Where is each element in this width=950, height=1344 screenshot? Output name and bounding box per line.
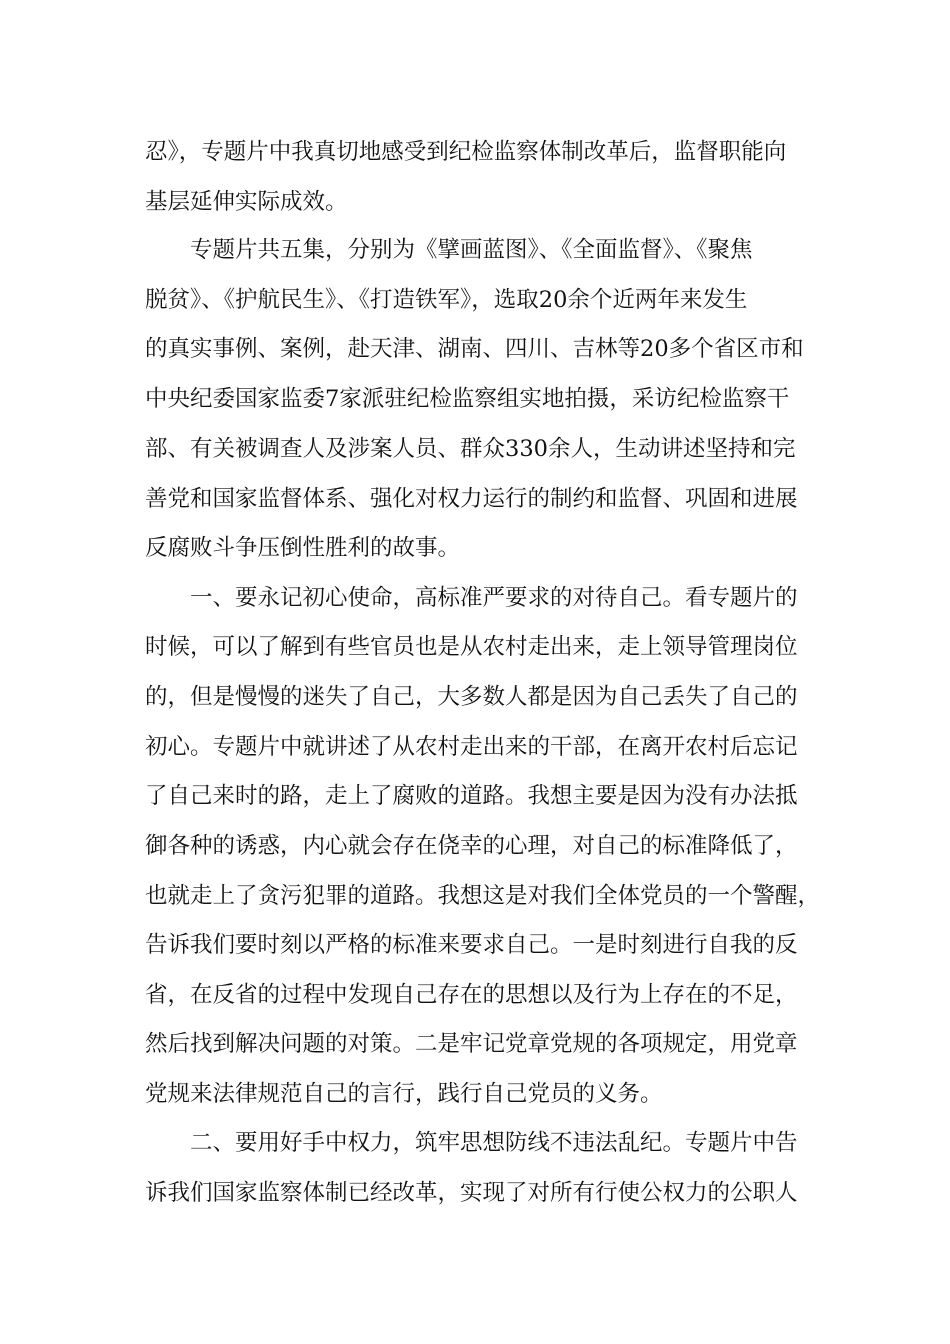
text-line — [0, 1029, 950, 1059]
line-text: 然后找到解决问题的对策。二是牢记党章党规的各项规定，用党章 — [145, 1031, 798, 1057]
line-text: 党规来法律规范自己的言行，践行自己党员的义务。 — [145, 1081, 663, 1107]
line-text: 的真实事例、案例，赴天津、湖南、四川、吉林等20多个省区市和 — [145, 336, 804, 362]
text-line — [0, 187, 950, 217]
line-text: 一、要永记初心使命，高标准严要求的对待自己。看专题片的 — [190, 585, 798, 611]
text-line — [0, 533, 950, 563]
line-text: 的，但是慢慢的迷失了自己，大多数人都是因为自己丢失了自己的 — [145, 684, 798, 710]
line-text: 告诉我们要时刻以严格的标准来要求自己。一是时刻进行自我的反 — [145, 932, 798, 958]
text-line — [0, 434, 950, 464]
text-line — [0, 881, 950, 911]
line-text: 省，在反省的过程中发现自己存在的思想以及行为上存在的不足， — [145, 982, 798, 1008]
line-text: 善党和国家监督体系、强化对权力运行的制约和监督、巩固和进展 — [145, 486, 798, 512]
text-line — [0, 930, 950, 960]
text-line — [0, 1178, 950, 1208]
text-line — [0, 235, 950, 265]
line-text: 反腐败斗争压倒性胜利的故事。 — [145, 535, 461, 561]
text-line — [0, 384, 950, 414]
line-text: 部、有关被调查人及涉案人员、群众330余人，生动讲述坚持和完 — [145, 436, 796, 462]
line-text: 忍》，专题片中我真切地感受到纪检监察体制改革后，监督职能向 — [145, 139, 787, 165]
text-line — [0, 1079, 950, 1109]
line-text: 了自己来时的路，走上了腐败的道路。我想主要是因为没有办法抵 — [145, 783, 798, 809]
line-text: 诉我们国家监察体制已经改革，实现了对所有行使公权力的公职人 — [145, 1180, 798, 1206]
line-text: 脱贫》、《护航民生》、《打造铁军》，选取20余个近两年来发生 — [145, 287, 748, 313]
line-text: 基层延伸实际成效。 — [145, 189, 348, 215]
text-line — [0, 632, 950, 662]
line-text: 也就走上了贪污犯罪的道路。我想这是对我们全体党员的一个警醒， — [145, 883, 821, 909]
text-line — [0, 137, 950, 167]
text-line — [0, 484, 950, 514]
text-line — [0, 1128, 950, 1158]
text-line — [0, 732, 950, 762]
line-text: 时候，可以了解到有些官员也是从农村走出来，走上领导管理岗位 — [145, 634, 798, 660]
text-line — [0, 781, 950, 811]
text-line — [0, 831, 950, 861]
text-line — [0, 285, 950, 315]
line-text: 专题片共五集，分别为《擘画蓝图》、《全面监督》、《聚焦 — [190, 237, 753, 263]
line-text: 二、要用好手中权力，筑牢思想防线不违法乱纪。专题片中告 — [190, 1130, 798, 1156]
text-line — [0, 334, 950, 364]
text-line — [0, 682, 950, 712]
text-line — [0, 583, 950, 613]
line-text: 中央纪委国家监委7家派驻纪检监察组实地拍摄，采访纪检监察干 — [145, 386, 790, 412]
line-text: 御各种的诱惑，内心就会存在侥幸的心理，对自己的标准降低了， — [145, 833, 798, 859]
text-line — [0, 980, 950, 1010]
line-text: 初心。专题片中就讲述了从农村走出来的干部，在离开农村后忘记 — [145, 734, 798, 760]
